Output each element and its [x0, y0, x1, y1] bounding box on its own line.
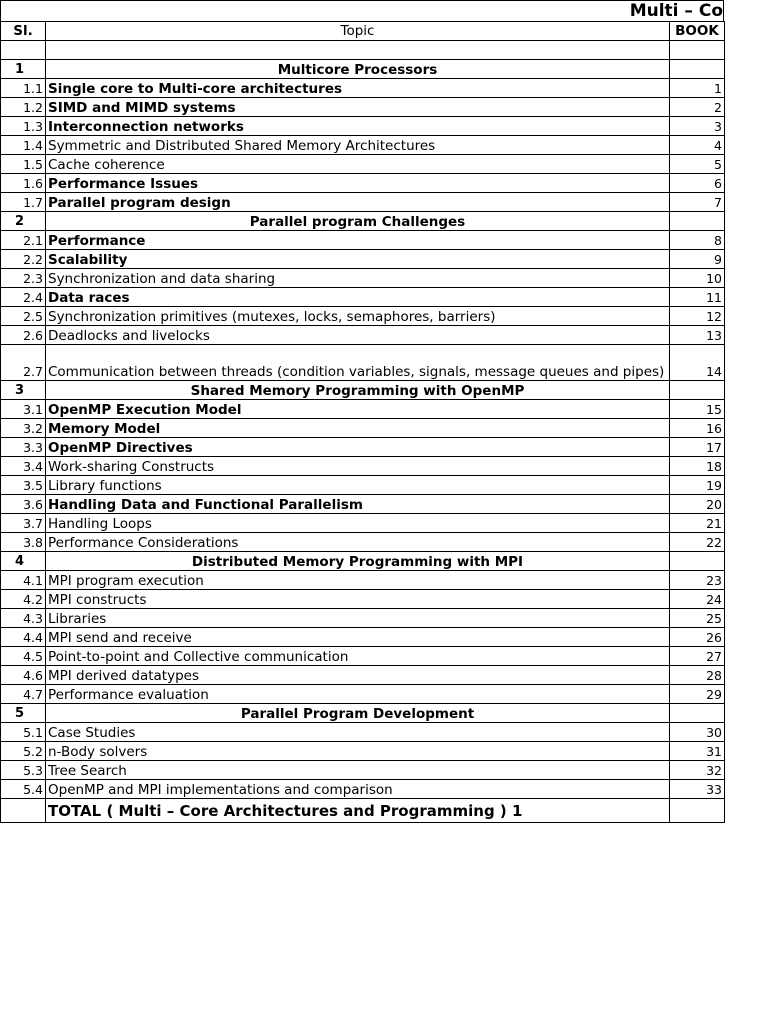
table-row [1, 723, 725, 742]
table-row [1, 98, 725, 117]
table-row [1, 438, 725, 457]
cell-sl[interactable]: 3.4 [1, 457, 46, 476]
cell-sl[interactable]: 1.7 [1, 193, 46, 212]
table-row [1, 761, 725, 780]
cell-topic[interactable]: Point-to-point and Collective communication [46, 647, 670, 666]
cell-topic[interactable]: Handling Data and Functional Parallelism [46, 495, 670, 514]
cell-book[interactable]: 16 [670, 419, 725, 438]
cell-book[interactable]: 17 [670, 438, 725, 457]
cell-sl[interactable]: 4.2 [1, 590, 46, 609]
table-row [1, 79, 725, 98]
cell-topic[interactable]: Tree Search [46, 761, 670, 780]
table-row [1, 476, 725, 495]
cell-sl[interactable]: 5 [1, 704, 46, 723]
cell-sl[interactable] [1, 799, 46, 823]
cell-topic[interactable]: Performance [46, 231, 670, 250]
cell-sl[interactable]: 1.3 [1, 117, 46, 136]
table-row [1, 609, 725, 628]
topic-table [0, 21, 725, 823]
cell-topic[interactable]: Memory Model [46, 419, 670, 438]
cell-sl[interactable]: 3.1 [1, 400, 46, 419]
cell-book[interactable]: 11 [670, 288, 725, 307]
cell-topic[interactable]: OpenMP Directives [46, 438, 670, 457]
section-title[interactable]: Parallel program Challenges [46, 212, 670, 231]
sheet-title: Multi – Co [629, 1, 723, 21]
header-topic[interactable]: Topic [46, 22, 670, 41]
cell-sl[interactable]: 5.1 [1, 723, 46, 742]
cell-book[interactable] [670, 552, 725, 571]
cell-book[interactable]: 31 [670, 742, 725, 761]
cell-topic[interactable]: Data races [46, 288, 670, 307]
cell-topic[interactable]: Performance Issues [46, 174, 670, 193]
cell-sl[interactable]: 3.6 [1, 495, 46, 514]
section-row [1, 60, 725, 79]
table-row [1, 288, 725, 307]
cell-sl[interactable]: 3.8 [1, 533, 46, 552]
cell-sl[interactable]: 4.6 [1, 666, 46, 685]
cell-sl[interactable]: 2.2 [1, 250, 46, 269]
table-row [1, 326, 725, 345]
cell-sl[interactable]: 3 [1, 381, 46, 400]
cell-topic[interactable]: Library functions [46, 476, 670, 495]
cell-topic[interactable]: Synchronization and data sharing [46, 269, 670, 288]
cell-topic[interactable]: Work-sharing Constructs [46, 457, 670, 476]
section-row [1, 552, 725, 571]
cell-topic[interactable]: Case Studies [46, 723, 670, 742]
cell-sl[interactable]: 3.3 [1, 438, 46, 457]
cell-topic[interactable]: Symmetric and Distributed Shared Memory Architectures [46, 136, 670, 155]
cell-topic[interactable]: n-Body solvers [46, 742, 670, 761]
cell-topic[interactable]: Parallel program design [46, 193, 670, 212]
table-row [1, 193, 725, 212]
cell-sl[interactable]: 4.7 [1, 685, 46, 704]
cell-book[interactable]: 3 [670, 117, 725, 136]
table-row [1, 666, 725, 685]
table-row [1, 590, 725, 609]
section-row [1, 381, 725, 400]
cell-sl[interactable]: 4.4 [1, 628, 46, 647]
cell-book[interactable]: 26 [670, 628, 725, 647]
table-row [1, 647, 725, 666]
cell-book[interactable]: 18 [670, 457, 725, 476]
cell-topic[interactable]: Synchronization primitives (mutexes, locks, semaphores, barriers) [46, 307, 670, 326]
cell-book[interactable] [670, 704, 725, 723]
cell-sl[interactable]: 1.2 [1, 98, 46, 117]
cell-sl[interactable]: 4.1 [1, 571, 46, 590]
cell-book[interactable]: 9 [670, 250, 725, 269]
table-row [1, 307, 725, 326]
cell-sl[interactable]: 1.1 [1, 79, 46, 98]
cell-book[interactable] [670, 799, 725, 823]
cell-book[interactable] [670, 381, 725, 400]
cell-topic[interactable]: OpenMP and MPI implementations and comparison [46, 780, 670, 799]
cell-sl[interactable]: 3.7 [1, 514, 46, 533]
table-row [1, 533, 725, 552]
section-title[interactable]: Distributed Memory Programming with MPI [46, 552, 670, 571]
section-title[interactable]: Shared Memory Programming with OpenMP [46, 381, 670, 400]
table-row [1, 155, 725, 174]
cell-sl[interactable] [1, 41, 46, 60]
cell-sl[interactable]: 5.2 [1, 742, 46, 761]
cell-book[interactable]: 29 [670, 685, 725, 704]
cell-sl[interactable]: 3.2 [1, 419, 46, 438]
table-row [1, 571, 725, 590]
cell-book[interactable]: 28 [670, 666, 725, 685]
cell-book[interactable]: 25 [670, 609, 725, 628]
table-row [1, 742, 725, 761]
cell-book[interactable]: 7 [670, 193, 725, 212]
table-row [1, 495, 725, 514]
cell-book[interactable]: 15 [670, 400, 725, 419]
cell-sl[interactable]: 3.5 [1, 476, 46, 495]
cell-book[interactable]: 8 [670, 231, 725, 250]
cell-sl[interactable]: 2.1 [1, 231, 46, 250]
cell-sl[interactable]: 5.4 [1, 780, 46, 799]
cell-sl[interactable]: 1.6 [1, 174, 46, 193]
cell-topic[interactable]: Deadlocks and livelocks [46, 326, 670, 345]
header-book[interactable]: BOOK [670, 22, 725, 41]
cell-topic[interactable]: SIMD and MIMD systems [46, 98, 670, 117]
total-row [1, 799, 725, 823]
cell-topic[interactable]: Libraries [46, 609, 670, 628]
cell-sl[interactable]: 4 [1, 552, 46, 571]
cell-topic[interactable]: Cache coherence [46, 155, 670, 174]
cell-book[interactable]: 27 [670, 647, 725, 666]
cell-book[interactable]: 32 [670, 761, 725, 780]
section-title[interactable]: Multicore Processors [46, 60, 670, 79]
cell-book[interactable]: 4 [670, 136, 725, 155]
cell-book[interactable]: 2 [670, 98, 725, 117]
cell-sl[interactable]: 1 [1, 60, 46, 79]
header-sl[interactable]: Sl. [1, 22, 46, 41]
cell-book[interactable]: 6 [670, 174, 725, 193]
cell-book[interactable]: 20 [670, 495, 725, 514]
cell-topic[interactable]: Performance evaluation [46, 685, 670, 704]
cell-sl[interactable]: 4.3 [1, 609, 46, 628]
table-row [1, 231, 725, 250]
table-row [1, 628, 725, 647]
table-row [1, 136, 725, 155]
table-row [1, 345, 725, 381]
cell-sl[interactable]: 5.3 [1, 761, 46, 780]
table-row [1, 250, 725, 269]
table-row [1, 685, 725, 704]
table-row [1, 400, 725, 419]
cell-topic[interactable]: MPI constructs [46, 590, 670, 609]
cell-book[interactable]: 1 [670, 79, 725, 98]
cell-book[interactable]: 21 [670, 514, 725, 533]
cell-book[interactable] [670, 60, 725, 79]
cell-book[interactable]: 5 [670, 155, 725, 174]
cell-sl[interactable]: 2 [1, 212, 46, 231]
cell-topic[interactable] [46, 41, 670, 60]
cell-sl[interactable]: 2.3 [1, 269, 46, 288]
cell-topic[interactable]: OpenMP Execution Model [46, 400, 670, 419]
section-row [1, 212, 725, 231]
title-row [0, 0, 724, 21]
blank-row [1, 41, 725, 60]
table-row [1, 269, 725, 288]
cell-topic[interactable]: Communication between threads (condition variables, signals, message queues and pipes) [46, 345, 670, 381]
cell-topic[interactable]: Scalability [46, 250, 670, 269]
cell-book[interactable]: 33 [670, 780, 725, 799]
cell-book[interactable]: 10 [670, 269, 725, 288]
cell-sl[interactable]: 2.4 [1, 288, 46, 307]
cell-sl[interactable]: 1.4 [1, 136, 46, 155]
cell-sl[interactable]: 2.7 [1, 345, 46, 381]
cell-book[interactable]: 12 [670, 307, 725, 326]
table-row [1, 457, 725, 476]
cell-topic[interactable]: Handling Loops [46, 514, 670, 533]
section-title[interactable]: Parallel Program Development [46, 704, 670, 723]
table-row [1, 514, 725, 533]
cell-topic[interactable]: MPI send and receive [46, 628, 670, 647]
cell-topic[interactable]: Interconnection networks [46, 117, 670, 136]
cell-sl[interactable]: 2.5 [1, 307, 46, 326]
cell-book[interactable] [670, 212, 725, 231]
table-row [1, 419, 725, 438]
cell-book[interactable]: 13 [670, 326, 725, 345]
cell-topic[interactable]: MPI program execution [46, 571, 670, 590]
header-row [1, 22, 725, 41]
section-row [1, 704, 725, 723]
cell-sl[interactable]: 2.6 [1, 326, 46, 345]
cell-book[interactable]: 22 [670, 533, 725, 552]
cell-topic[interactable]: Single core to Multi-core architectures [46, 79, 670, 98]
cell-book[interactable]: 23 [670, 571, 725, 590]
cell-book[interactable] [670, 41, 725, 60]
cell-sl[interactable]: 4.5 [1, 647, 46, 666]
table-row [1, 117, 725, 136]
table-row [1, 174, 725, 193]
cell-sl[interactable]: 1.5 [1, 155, 46, 174]
cell-book[interactable]: 30 [670, 723, 725, 742]
cell-topic[interactable]: MPI derived datatypes [46, 666, 670, 685]
cell-book[interactable]: 19 [670, 476, 725, 495]
table-row [1, 780, 725, 799]
cell-topic[interactable]: Performance Considerations [46, 533, 670, 552]
total-label[interactable]: TOTAL ( Multi – Core Architectures and Programming ) 1 [46, 799, 670, 823]
cell-book[interactable]: 14 [670, 345, 725, 381]
cell-book[interactable]: 24 [670, 590, 725, 609]
